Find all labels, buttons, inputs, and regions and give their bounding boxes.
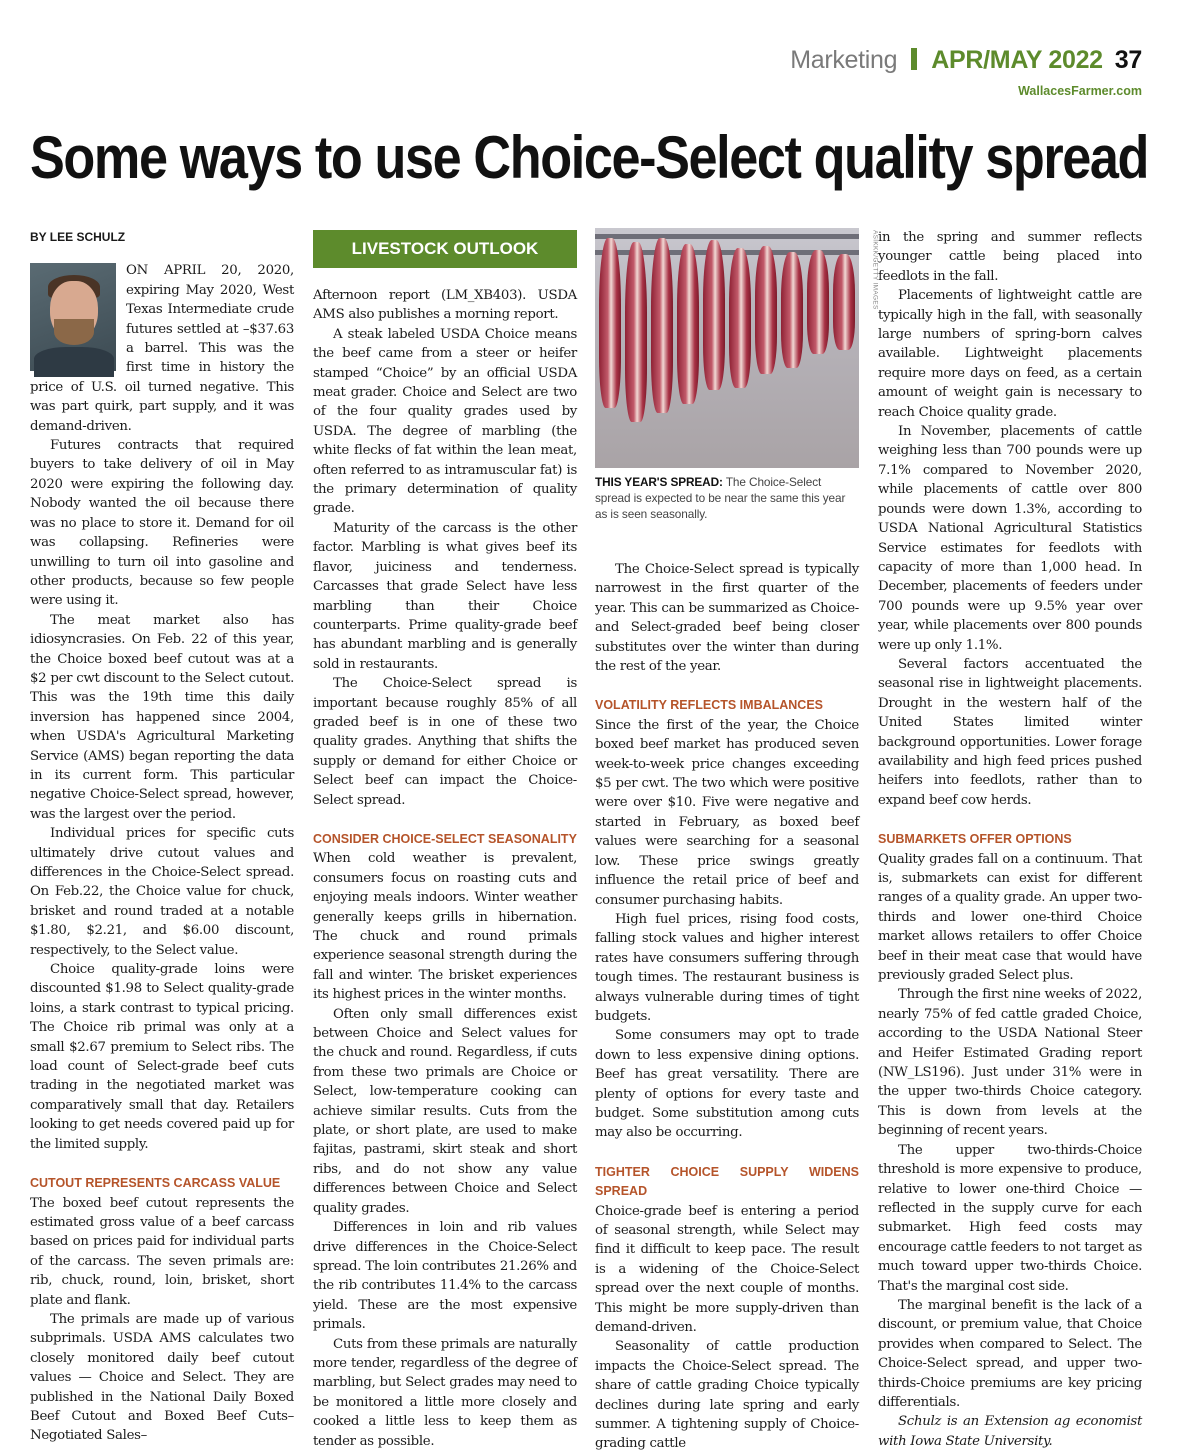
paragraph: Cuts from these primals are naturally more tender, regardless of the degree of marbling, but Select grades may need to be monitored a little more closely and cooked a little less to keep them as tender as possible.: [313, 1336, 577, 1449]
paragraph: Choice-grade beef is entering a period of seasonal strength, while Select may find it difficult to keep pace. The result is a widening of the Choice-Select spread over the next couple of months. This might be more supply-driven than demand-driven.: [595, 1203, 859, 1336]
byline: BY LEE SCHULZ: [30, 230, 126, 244]
paragraph: The boxed beef cutout represents the estimated gross value of a beef carcass based on prices paid for individual parts of the carcass. The seven primals are: rib, chuck, round, loin, brisket, short plate and flank.: [30, 1195, 294, 1308]
section-name: Marketing: [790, 46, 898, 74]
subheading: TIGHTER CHOICE SUPPLY WIDENS SPREAD: [595, 1164, 859, 1199]
paragraph: Often only small differences exist between Choice and Select values for the chuck and round. Regardless, if cuts from these two primals are Choice or Select, low-temperature cooking can achieve similar results. Cuts from the plate, or short plate, are used to make fajitas, pastrami, skirt steak and short ribs, and do not show any value differences between Choice and Select quality grades.: [313, 1006, 577, 1216]
paragraph: Choice quality-grade loins were discounted $1.98 to Select quality-grade loins, a stark contrast to typical pricing. The Choice rib primal was only at a small $2.67 premium to Select ribs. The load count of Select-grade beef cuts trading in the negotiated market was comparatively small that day. Retailers looking to get needs covered paid up for the limited supply.: [30, 962, 294, 1152]
paragraph: Quality grades fall on a continuum. That is, submarkets can exist for different ranges of a quality grade. An upper two-thirds and lower one-third Choice market allows retailers to offer Choice beef in their meat case that would have previously graded Select plus.: [878, 851, 1142, 984]
article-column-2: [313, 228, 577, 1451]
paragraph: Seasonality of cattle production impacts the Choice-Select spread. The share of cattle grading Choice typically declines during late spring and early summer. A tightening supply of Choice-grading cattle: [595, 1339, 859, 1452]
paragraph: Through the first nine weeks of 2022, nearly 75% of fed cattle graded Choice, according to the USDA National Steer and Heifer Estimated Grading report (NW_LS196). Just under 31% were in the upper two-thirds Choice category. This is down from levels at the beginning of recent years.: [878, 987, 1142, 1139]
author-signoff: Schulz is an Extension ag economist with Iowa State University.: [878, 1414, 1142, 1449]
subheading: VOLATILITY REFLECTS IMBALANCES: [595, 698, 824, 713]
paragraph: High fuel prices, rising food costs, falling stock values and higher interest rates have consumers suffering through tough times. The restaurant business is always vulnerable during times of tight budgets.: [595, 911, 859, 1024]
paragraph: Differences in loin and rib values drive differences in the Choice-Select spread. The loin contributes 21.26% and the rib contributes 11.4% to the carcass yield. These are the most expensive primals.: [313, 1220, 577, 1333]
paragraph: ON APRIL 20, 2020, expiring May 2020, West Texas Intermediate crude futures settled at –$37.63 a barrel. This was the first time in history the price of U.S. oil turned negative. This was part quirk, part supply, and it was demand-driven.: [30, 263, 294, 434]
paragraph: When cold weather is prevalent, consumers focus on roasting cuts and enjoying meals indoors. Winter weather generally keeps grills in hibernation. The chuck and round primals experience seasonal strength during the fall and winter. The brisket experiences its highest prices in the winter months.: [313, 851, 577, 1003]
paragraph: Afternoon report (LM_XB403). USDA AMS also publishes a morning report.: [313, 288, 577, 323]
paragraph: Since the first of the year, the Choice boxed beef market has produced seven week-to-week price changes exceeding $5 per cwt. The two which were positive were over $10. Five were negative and started in February, as boxed beef values were searching for a seasonal low. These price swings greatly influence the retail price of beef and consumer purchasing habits.: [595, 717, 859, 908]
paragraph: The marginal benefit is the lack of a discount, or premium value, that Choice provides when compared to Select. The Choice-Select spread, and upper two-thirds-Choice premiums are key pricing differentials.: [878, 1297, 1142, 1410]
section-badge: LIVESTOCK OUTLOOK: [313, 230, 577, 268]
caption-lead: THIS YEAR'S SPREAD:: [595, 475, 723, 489]
article-column-1: [30, 228, 294, 1446]
paragraph: Individual prices for specific cuts ultimately drive cutout values and differences in the Choice-Select spread. On Feb.22, the Choice value for chuck, brisket and round traded at a notable $1.80, $2.21, and $6.00 discount, respectively, to the Select value.: [30, 826, 294, 958]
paragraph: Futures contracts that required buyers to take delivery of oil in May 2020 were expiring the following day. Nobody wanted the oil because there was no place to store it. Demand for oil was collapsing. Refineries were unwilling to turn oil into gasoline and other products, because so few people were using it.: [30, 438, 294, 609]
paragraph: A steak labeled USDA Choice means the beef came from a steer or heifer stamped “Choice” by an official USDA meat grader. Choice and Select are two of the four quality grades used by USDA. The degree of marbling (the white flecks of fat within the lean meat, often referred to as intramuscular fat) is the primary determination of quality grade.: [313, 326, 577, 517]
subheading: CONSIDER CHOICE-SELECT SEASONALITY: [313, 831, 577, 846]
caption-text: The Choice-Select spread is expected to be near the same this year as is seen seasonally.: [595, 475, 846, 521]
paragraph: in the spring and summer reflects younger cattle being placed into feedlots in the fall.: [878, 230, 1142, 284]
author-photo: [30, 263, 116, 371]
paragraph: Several factors accentuated the seasonal rise in lightweight placements. Drought in the western half of the United States limited winter background opportunities. Lower forage availability and high feed prices pushed heifers into feedlots, rather than to expand beef cow herds.: [878, 656, 1142, 808]
paragraph: Maturity of the carcass is the other factor. Marbling is what gives beef its flavor, juiciness and tenderness. Carcasses that grade Select have less marbling than their Choice counterparts. Prime quality-grade beef has abundant marbling and is generally sold in restaurants.: [313, 520, 577, 672]
subheading: SUBMARKETS OFFER OPTIONS: [878, 832, 1072, 847]
paragraph: Some consumers may opt to trade down to less expensive dining options. Beef has great versatility. There are plenty of options for every taste and budget. Some substitution among cuts may also be occurring.: [595, 1028, 859, 1141]
issue-date: APR/MAY 2022: [931, 46, 1103, 74]
page-number: 37: [1114, 46, 1142, 74]
paragraph: The upper two-thirds-Choice threshold is more expensive to produce, relative to lower one-third Choice — reflected in the supply curve for each submarket. High feed costs may encourage cattle feeders to not target as much toward upper two-thirds Choice. That's the marginal cost side.: [878, 1142, 1142, 1294]
site-url: WallacesFarmer.com: [1018, 84, 1142, 98]
page-header: [790, 46, 1142, 75]
header-divider: [911, 48, 917, 70]
paragraph: The meat market also has idiosyncrasies. On Feb. 22 of this year, the Choice boxed beef cutout was at a $2 per cwt discount to the Select cutout. This was the 19th time this daily inversion has happened since 2004, when USDA's Agricultural Marketing Service (AMS) began reporting the data in its current form. This particular negative Choice-Select spread, however, was the largest over the period.: [30, 612, 294, 822]
article-column-3: [595, 228, 879, 1454]
paragraph: The primals are made up of various subprimals. USDA AMS calculates two closely monitored daily beef cutout values — Choice and Select. They are published in the National Daily Boxed Beef Cutout and Boxed Beef Cuts–Negotiated Sales–: [30, 1311, 294, 1444]
photo-caption: [595, 474, 859, 522]
paragraph: In November, placements of cattle weighing less than 700 pounds were up 7.1% compared to November 2020, while placements of cattle over 800 pounds were down 1.3%, according to USDA National Agricultural Statistics Service estimates for feedlots with capacity of more than 1,000 head. In December, placements of feeders under 700 pounds were up 9.5% year over year, while placements over 800 pounds were up only 1.1%.: [878, 424, 1142, 653]
paragraph: The Choice-Select spread is typically narrowest in the first quarter of the year. This can be summarized as Choice- and Select-graded beef being closer substitutes over the winter than during the rest of the year.: [595, 562, 859, 675]
photo-credit: ASIKKK/GETTY IMAGES: [871, 230, 879, 310]
paragraph: Placements of lightweight cattle are typically high in the fall, with seasonally large numbers of spring-born calves available. Lightweight placements require more days on feed, as a certain amount of weight gain is necessary to reach Choice quality grade.: [878, 288, 1142, 420]
subheading: CUTOUT REPRESENTS CARCASS VALUE: [30, 1176, 281, 1191]
carcass-photo: [595, 228, 859, 468]
article-headline: Some ways to use Choice-Select quality spread: [30, 124, 1149, 191]
article-column-4: [878, 228, 1142, 1451]
paragraph: The Choice-Select spread is important because roughly 85% of all graded beef is in one of these two quality grades. Anything that shifts the supply or demand for either Choice or Select beef can impact the Choice-Select spread.: [313, 676, 577, 808]
